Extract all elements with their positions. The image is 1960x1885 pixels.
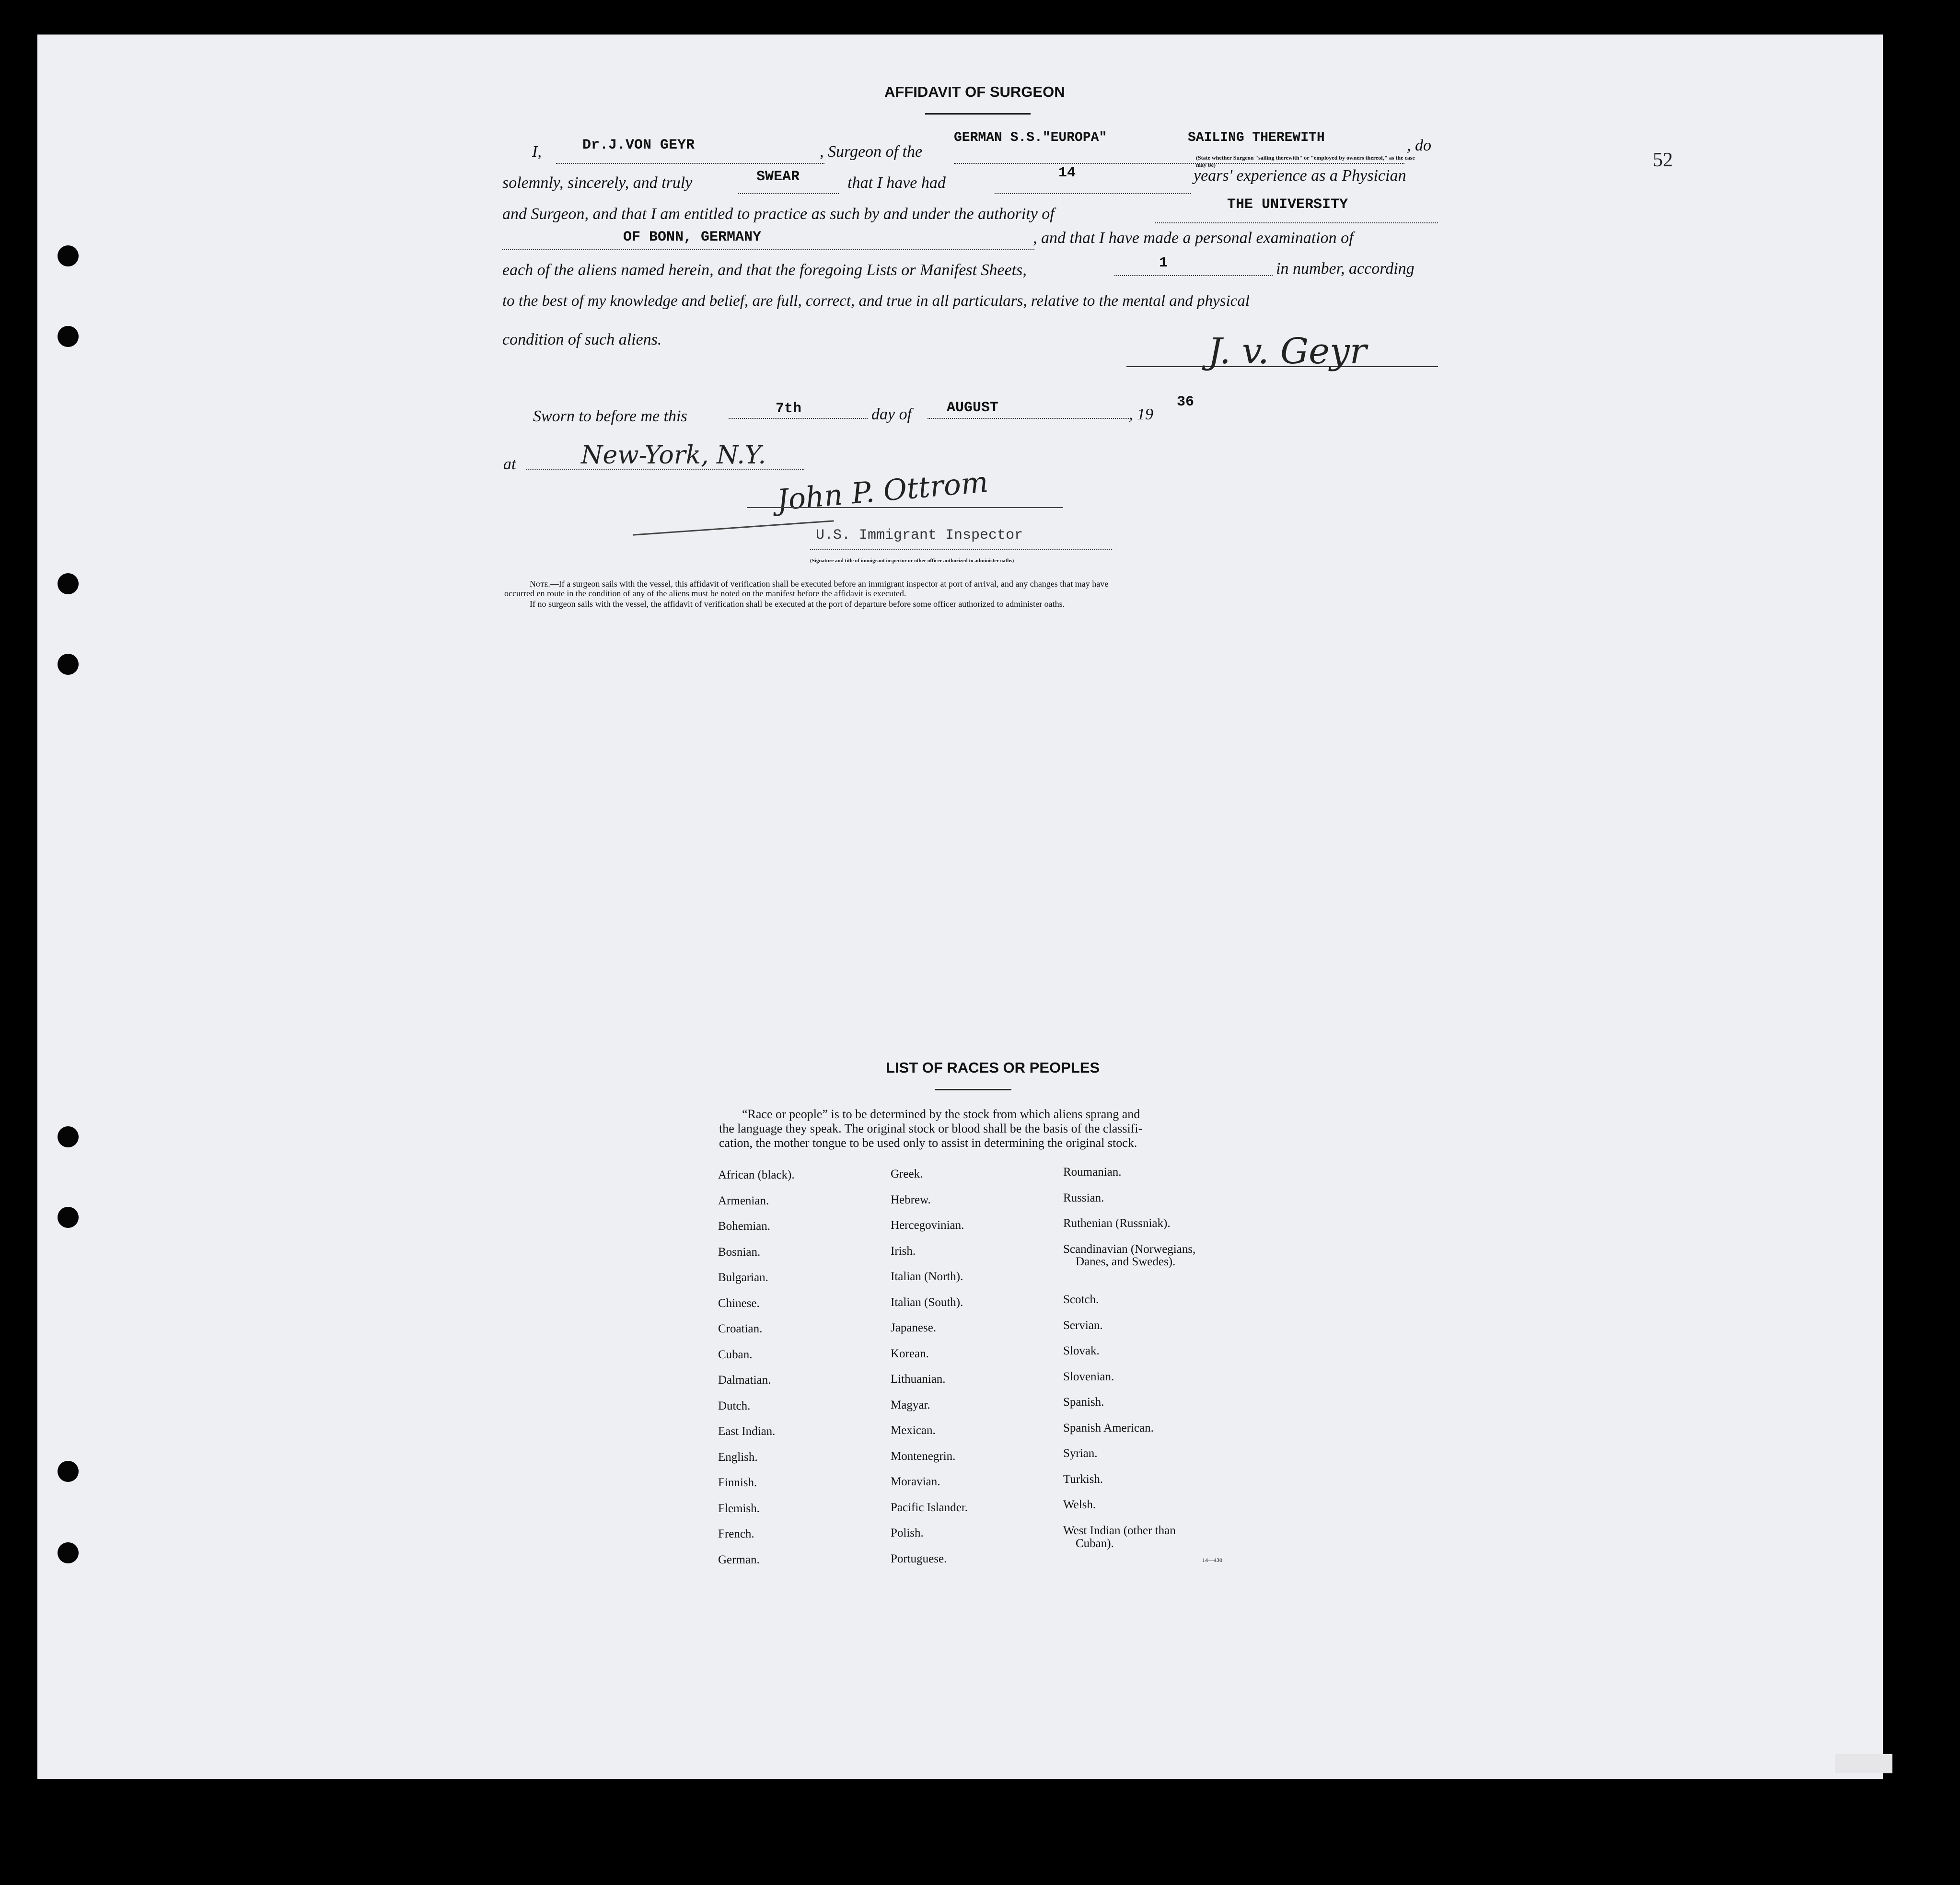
- text-examination: , and that I have made a personal examination of: [1033, 229, 1354, 247]
- race-item: Croatian.: [718, 1322, 763, 1335]
- race-item: Polish.: [891, 1527, 924, 1539]
- authority-1: THE UNIVERSITY: [1227, 197, 1348, 213]
- punch-hole: [58, 1207, 79, 1228]
- race-item: English.: [718, 1450, 758, 1464]
- text-in-number: in number, according: [1276, 260, 1415, 278]
- title-rule: [925, 113, 1031, 115]
- races-title-rule: [935, 1089, 1011, 1090]
- race-item: Cuban).: [1076, 1537, 1114, 1550]
- month-line: [928, 418, 1129, 419]
- race-item: Roumanian.: [1063, 1166, 1122, 1179]
- race-item: Montenegrin.: [891, 1449, 956, 1463]
- race-item: Bosnian.: [718, 1245, 761, 1259]
- race-item: Armenian.: [718, 1194, 769, 1207]
- punch-hole: [58, 326, 79, 347]
- race-item: Scotch.: [1063, 1293, 1099, 1306]
- years-line: [995, 193, 1191, 194]
- race-item: Magyar.: [891, 1398, 930, 1411]
- inspector-signature: John P. Ottrom: [775, 465, 990, 518]
- text-at: at: [503, 455, 516, 473]
- race-item: Turkish.: [1063, 1472, 1103, 1486]
- years: 14: [1058, 165, 1076, 181]
- authority-2: OF BONN, GERMANY: [623, 229, 762, 245]
- punch-hole: [58, 245, 79, 266]
- form-number: 14—430: [1202, 1557, 1222, 1563]
- text-experience: years' experience as a Physician: [1194, 167, 1406, 185]
- races-intro-2: the language they speak. The original stock or blood shall be the basis of the classifi-: [719, 1122, 1143, 1135]
- page-number: 52: [1653, 149, 1673, 171]
- inspector-title-line: [810, 549, 1112, 550]
- races-title: LIST OF RACES OR PEOPLES: [886, 1059, 1100, 1076]
- sailing-status: SAILING THEREWITH: [1188, 130, 1325, 145]
- surgeon-signature: J. v. Geyr: [1208, 331, 1367, 372]
- race-item: Portuguese.: [891, 1552, 947, 1565]
- text-i: I,: [532, 143, 542, 161]
- punch-hole: [58, 1542, 79, 1563]
- day-line: [729, 418, 868, 419]
- race-item: Bohemian.: [718, 1220, 771, 1233]
- race-item: Chinese.: [718, 1296, 760, 1310]
- oath: SWEAR: [756, 169, 800, 185]
- page-edge: [1835, 1754, 1892, 1773]
- race-item: Hebrew.: [891, 1193, 931, 1206]
- race-item: Dutch.: [718, 1399, 751, 1412]
- inspector-title: U.S. Immigrant Inspector: [816, 527, 1023, 544]
- race-item: Russian.: [1063, 1191, 1104, 1204]
- race-item: Slovak.: [1063, 1344, 1100, 1357]
- punch-hole: [58, 654, 79, 675]
- year: 36: [1177, 394, 1195, 410]
- month: AUGUST: [947, 400, 999, 416]
- day: 7th: [776, 401, 802, 417]
- race-item: Slovenian.: [1063, 1370, 1114, 1383]
- race-item: Moravian.: [891, 1475, 940, 1488]
- race-item: Servian.: [1063, 1318, 1103, 1332]
- race-item: Hercegovinian.: [891, 1219, 964, 1232]
- inspector-signature-line: [747, 507, 1063, 508]
- surgeon-name: Dr.J.VON GEYR: [582, 137, 695, 153]
- race-item: Italian (North).: [891, 1270, 963, 1283]
- note-text-1: —If a surgeon sails with the vessel, this affidavit of verification shall be executed before an immigrant inspector at port of arrival, and any changes that may have: [550, 579, 1109, 589]
- race-item: West Indian (other than: [1063, 1524, 1176, 1537]
- text-condition: condition of such aliens.: [502, 331, 662, 348]
- punch-hole: [58, 1126, 79, 1147]
- race-item: Scandinavian (Norwegians,: [1063, 1242, 1196, 1256]
- sheets-line: [1114, 275, 1273, 276]
- race-item: Irish.: [891, 1244, 916, 1258]
- punch-hole: [58, 1461, 79, 1482]
- text-and-surgeon: and Surgeon, and that I am entitled to practice as such by and under the authority of: [502, 205, 1055, 223]
- punch-hole: [58, 573, 79, 594]
- race-item: Bulgarian.: [718, 1271, 768, 1284]
- race-item: Mexican.: [891, 1424, 936, 1437]
- note-line-1: [530, 579, 1108, 589]
- race-item: Spanish.: [1063, 1396, 1104, 1409]
- race-item: Spanish American.: [1063, 1421, 1154, 1434]
- note-line-2: occurred en route in the condition of any of the aliens must be noted on the manifest before the affidavit is executed.: [504, 589, 906, 598]
- race-item: Cuban.: [718, 1348, 753, 1361]
- inspector-caption: (Signature and title of immigrant inspector or other officer authorized to administer oaths): [810, 558, 1014, 564]
- race-item: Flemish.: [718, 1502, 760, 1515]
- sheets: 1: [1159, 255, 1168, 271]
- text-day-of: day of: [871, 405, 912, 423]
- race-item: Welsh.: [1063, 1498, 1096, 1511]
- place: New-York, N.Y.: [581, 441, 766, 470]
- race-item: Dalmatian.: [718, 1374, 771, 1387]
- race-item: Ruthenian (Russniak).: [1063, 1217, 1171, 1230]
- race-item: Korean.: [891, 1347, 929, 1360]
- race-item: French.: [718, 1527, 754, 1540]
- state-note: (State whether Surgeon "sailing therewith" or "employed by owners thereof," as the case may be): [1196, 154, 1415, 168]
- note-label: Note.: [530, 579, 550, 589]
- text-surgeon-of: , Surgeon of the: [820, 143, 923, 161]
- authority-line: [1155, 222, 1438, 223]
- affidavit-title: AFFIDAVIT OF SURGEON: [884, 83, 1065, 100]
- text-each-of: each of the aliens named herein, and that the foregoing Lists or Manifest Sheets,: [502, 261, 1027, 279]
- authority-line-2: [502, 249, 1034, 250]
- text-have-had: that I have had: [847, 174, 946, 192]
- ship-name: GERMAN S.S."EUROPA": [954, 130, 1107, 145]
- name-line: [556, 163, 824, 164]
- race-item: Syrian.: [1063, 1447, 1098, 1460]
- race-item: Greek.: [891, 1168, 923, 1180]
- text-do: , do: [1407, 137, 1431, 154]
- race-item: Pacific Islander.: [891, 1501, 968, 1514]
- text-year-prefix: , 19: [1129, 405, 1153, 423]
- race-item: Finnish.: [718, 1476, 757, 1489]
- text-solemnly: solemnly, sincerely, and truly: [502, 174, 693, 192]
- race-item: Lithuanian.: [891, 1373, 946, 1386]
- race-item: German.: [718, 1553, 760, 1566]
- note-line-3: If no surgeon sails with the vessel, the affidavit of verification shall be executed at the port of departure before some officer authorized to administer oaths.: [530, 599, 1065, 609]
- text-best: to the best of my knowledge and belief, are full, correct, and true in all particulars, relative to the mental and physical: [502, 292, 1250, 310]
- oath-line: [738, 193, 839, 194]
- race-item: Danes, and Swedes).: [1076, 1255, 1176, 1268]
- races-intro-3: cation, the mother tongue to be used only to assist in determining the original stock.: [719, 1136, 1137, 1150]
- race-item: African (black).: [718, 1168, 795, 1181]
- race-item: East Indian.: [718, 1425, 776, 1438]
- races-intro-1: “Race or people” is to be determined by the stock from which aliens sprang and: [742, 1107, 1140, 1121]
- race-item: Japanese.: [891, 1321, 937, 1334]
- text-sworn: Sworn to before me this: [533, 407, 687, 425]
- race-item: Italian (South).: [891, 1295, 963, 1309]
